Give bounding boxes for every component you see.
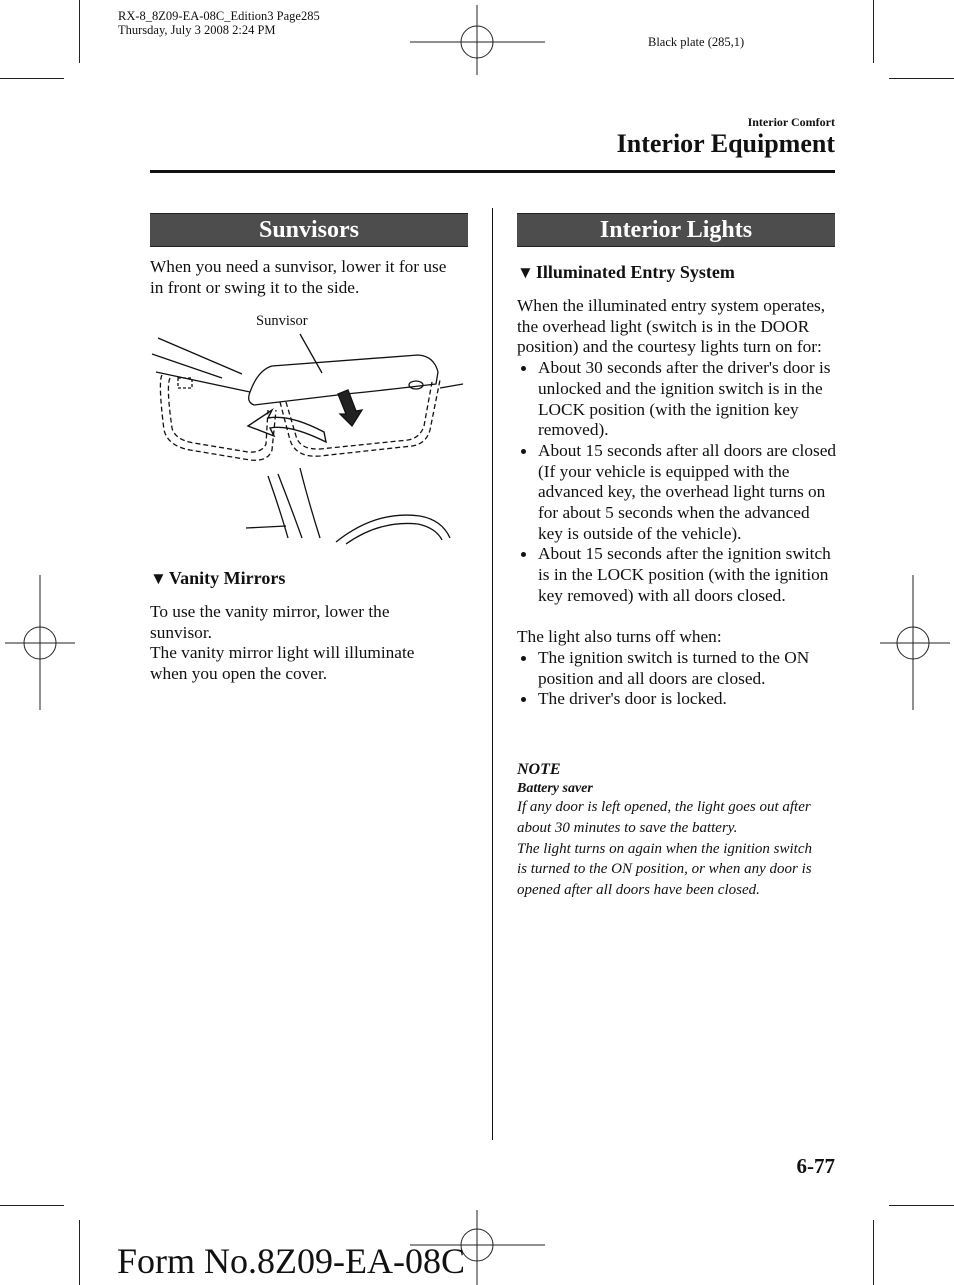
illuminated-entry-body (517, 296, 837, 710)
list-item: The ignition switch is turned to the ON position and all doors are closed. (517, 648, 837, 689)
crop-mark (873, 1220, 874, 1285)
vanity-mirrors-heading-text: Vanity Mirrors (168, 568, 286, 588)
turn-off-list (517, 648, 837, 710)
list-item: About 15 seconds after the ignition switch is in the LOCK position (with the ignition key removed) with all doors closed. (517, 544, 837, 606)
crop-mark (889, 1205, 954, 1206)
note-heading: NOTE (517, 761, 561, 778)
date-info: Thursday, July 3 2008 2:24 PM (118, 23, 276, 37)
plate-info: Black plate (285,1) (648, 35, 745, 49)
note-subheading: Battery saver (517, 781, 593, 796)
turn-on-list (517, 358, 837, 606)
triangle-marker-icon: ▼ (150, 569, 167, 588)
vanity-mirrors-text (150, 602, 450, 685)
vanity-line-2: The vanity mirror light will illuminate when you open the cover. (150, 643, 415, 684)
sunvisors-banner: Sunvisors (150, 213, 468, 247)
page-number: 6-77 (796, 1154, 835, 1178)
registration-mark-top-icon (410, 5, 545, 75)
list-item: About 15 seconds after all doors are closed (If your vehicle is equipped with the advanced key, the overhead light turns on for about 5 seconds when the advanced key is outside of the vehicle). (517, 441, 837, 545)
list-item: The driver's door is locked. (517, 689, 837, 710)
crop-mark (79, 0, 80, 63)
sunvisor-figure (150, 310, 468, 545)
off-intro: The light also turns off when: (517, 627, 722, 647)
note-text-2: The light turns on again when the ignition switch is turned to the ON position, or when any door is opened after all doors have been closed. (517, 840, 813, 899)
note-text-1: If any door is left opened, the light goes out after about 30 minutes to save the battery. (517, 799, 811, 836)
crop-mark (0, 78, 64, 79)
registration-mark-right-icon (880, 575, 950, 710)
interior-lights-banner: Interior Lights (517, 213, 835, 247)
crop-mark (79, 1220, 80, 1285)
list-item: About 30 seconds after the driver's door is unlocked and the ignition switch is in the LOCK position (with the ignition key removed). (517, 358, 837, 441)
bullet-icon (521, 552, 526, 557)
bullet-icon (521, 449, 526, 454)
bullet-icon (521, 697, 526, 702)
column-divider (492, 208, 493, 1140)
title-rule (150, 170, 835, 173)
vanity-line-1: To use the vanity mirror, lower the sunvisor. (150, 602, 390, 642)
bullet-icon (521, 656, 526, 661)
section-label: Interior Comfort (747, 115, 835, 129)
registration-mark-left-icon (5, 575, 75, 710)
illuminated-entry-heading-text: Illuminated Entry System (535, 262, 735, 282)
sunvisor-illustration (150, 310, 468, 545)
crop-mark (0, 1205, 64, 1206)
vanity-mirrors-heading (150, 568, 285, 589)
figure-label: Sunvisor (256, 313, 308, 329)
file-info: RX-8_8Z09-EA-08C_Edition3 Page285 (118, 9, 320, 23)
triangle-marker-icon: ▼ (517, 263, 534, 282)
entry-intro: When the illuminated entry system operates, the overhead light (switch is in the DOOR position) and the courtesy lights turn on for: (517, 296, 826, 357)
battery-saver-note (517, 761, 822, 901)
sunvisors-intro: When you need a sunvisor, lower it for use in front or swing it to the side. (150, 257, 447, 297)
page-title: Interior Equipment (616, 129, 835, 158)
crop-mark (889, 78, 954, 79)
illuminated-entry-heading (517, 262, 735, 283)
form-number: Form No.8Z09-EA-08C (117, 1241, 465, 1281)
crop-mark (873, 0, 874, 63)
bullet-icon (521, 366, 526, 371)
